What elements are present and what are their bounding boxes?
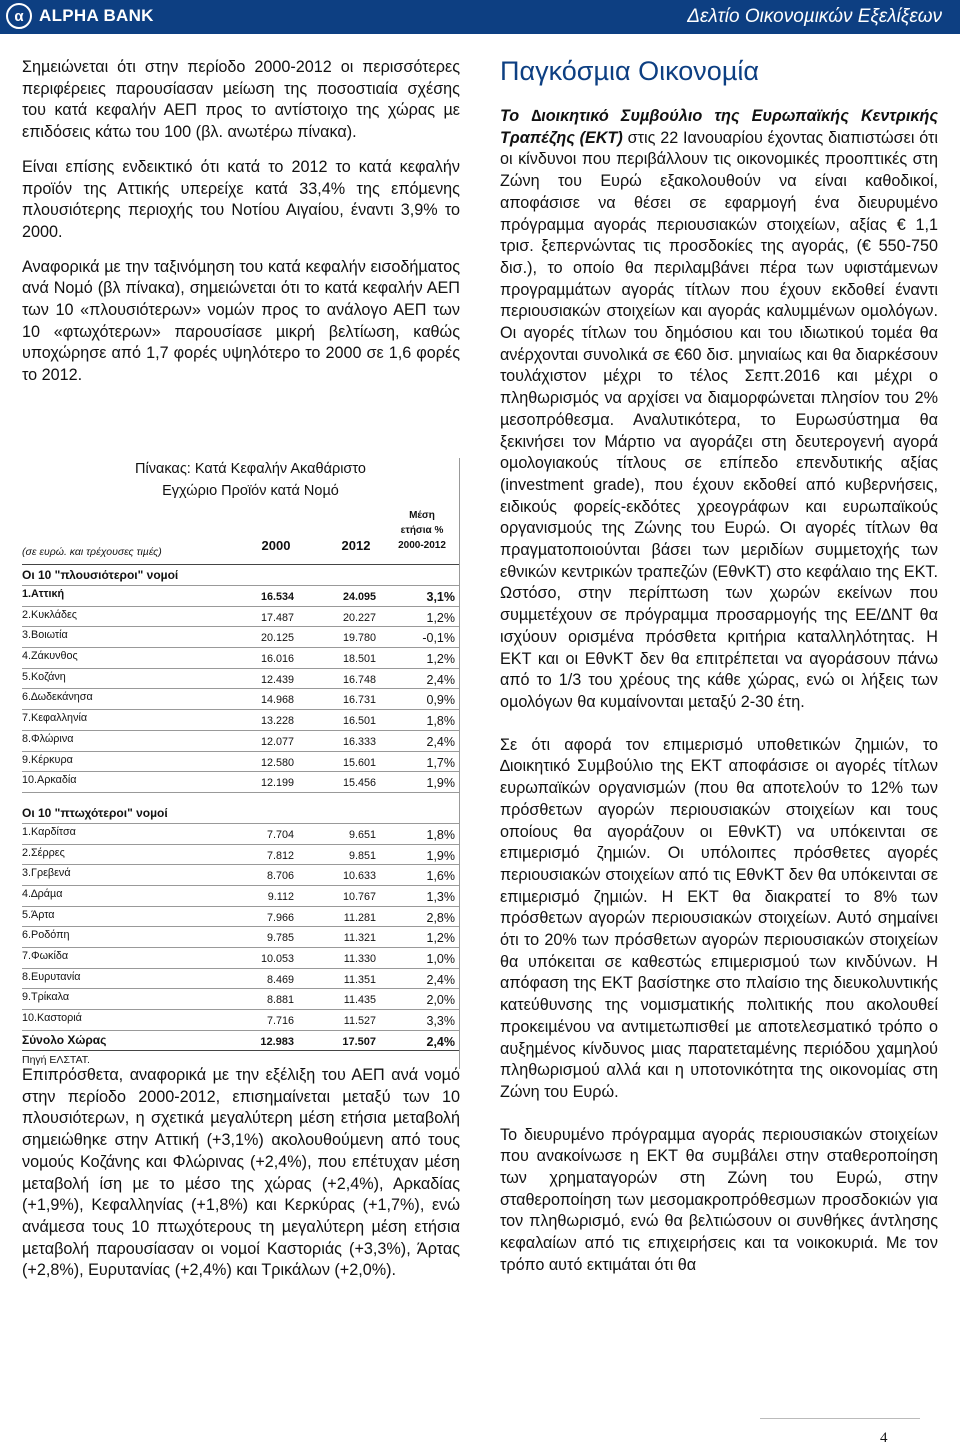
average-change: 1,9% — [426, 848, 455, 863]
value-2012: 15.601 — [342, 756, 376, 769]
value-2012: 19.780 — [342, 632, 376, 645]
table-header — [22, 502, 459, 565]
left-column — [22, 57, 460, 400]
average-change: 2,8% — [426, 910, 455, 925]
table-row — [22, 948, 459, 969]
average-change: 1,7% — [426, 755, 455, 770]
value-2000: 8.469 — [266, 973, 294, 986]
prefecture-name: 2.Σέρρες — [22, 846, 65, 859]
value-2000: 12.199 — [260, 777, 294, 790]
right-paragraph-1-body: στις 22 Ιανουαρίου έχοντας διαπιστώσει ότι οι κίνδυνοι που περιβάλλουν τις οικονοµικές προοπτικές στη Ζώνη του Ευρώ εξακολουθούν να είναι καθοδικοί, αποφάσισε να θέσει σε εφαρµογή ένα διευρυµένο πρόγραµµα αγοράς περιουσιακών στοιχείων, αξίας € 1,1 τρισ. ξεπερνώντας τις προσδοκίες της αγοράς, (€ 550-750 δισ.), το οποίο θα περιλαµβάνει πέρα των υφιστάµενων προγραµµάτων αγοράς τίτλων που έχουν εκδοθεί έναντι περιουσιακών στοιχείων και αγοράς καλυµµένων οµολόγων. Οι αγορές τίτλων του δηµόσιου και του ιδιωτικού τοµέα θα ανέρχονται συνολικά σε €60 δισ. µηνιαίως και θα διαρκέσουν τουλάχιστον µέχρι το τέλος Σεπτ.2016 και µέχρι ο πληθωρισµός να αρχίσει να διαµορφώνεται πλησίον του 2% µεσοπρόθεσµα. Αναλυτικότερα, το Ευρωσύστηµα θα ξεκινήσει τον Μάρτιο να αγοράζει στη δευτερογενή αγορά οµολογιακούς τίτλους σε επίπεδο επενδυτικής αξίας (investment grade), που έχουν εκδοθεί από κυβερνήσεις, ειδικούς φορείς-εκδότες χρεογράφων και ευρωπαϊκούς οργανισµούς της Ζώνης του Ευρώ. Οι αγορές τίτλων θα πραγµατοποιούνται βάσει των µεριδίων συµµετοχής των εθνικών κεντρικών τραπεζών (ΕθνΚΤ) στο κεφάλαιο της ΕΚΤ. Ωστόσο, στην περίπτωση των χωρών εκείνων που συµµετέχουν σε πρόγραµµα προσαρµογής της ΕΕ/∆ΝΤ θα ισχύουν ορισµένα πρόσθετα κριτήρια καταλληλότητας. Η ΕΚΤ και οι ΕθνΚΤ δεν θα επιτρέπεται να αγοράσουν πάνω από το 1/3 του χρέους της κάθε χώρας, ενώ οι λήξεις των οµολόγων θα κυµαίνονται µεταξύ 2-30 έτη. — [500, 128, 939, 711]
prefecture-name: 2.Κυκλάδες — [22, 608, 78, 621]
right-column — [500, 106, 938, 1298]
average-change: 1,8% — [426, 827, 455, 842]
prefecture-name: 4.Ζάκυνθος — [22, 650, 78, 663]
value-2000: 8.881 — [266, 994, 294, 1007]
right-paragraph-3: Το διευρυµένο πρόγραµµα αγοράς περιουσιακών στοιχείων που ανακοίνωσε η ΕΚΤ θα συµβάλει στην σταθεροποίηση των χρηµαταγορών στη Ζώνη του Ευρώ, στην σταθεροποίηση των µεσοµακροπρόθεσµων προσδοκιών για τον πληθωρισµό, ενώ θα βελτιώσουν οι συνθήκες άντλησης κεφαλαίων από τις επιχειρήσεις και τα νοικοκυριά. Με τον τρόπο αυτό εκτιµάται ότι θα — [500, 1125, 938, 1274]
table-row — [22, 627, 459, 648]
value-2012: 10.633 — [342, 870, 376, 883]
prefecture-name: 6.∆ωδεκάνησα — [22, 691, 93, 704]
table-row — [22, 669, 459, 690]
table-source: Πηγή ΕΛΣΤΑΤ. — [22, 1054, 90, 1067]
total-2000: 12.983 — [260, 1035, 294, 1048]
average-change: 1,2% — [426, 652, 455, 667]
avg-header-line-3: 2000-2012 — [398, 540, 446, 551]
average-change: 2,4% — [426, 734, 455, 749]
prefecture-name: 6.Ροδόπη — [22, 929, 70, 942]
prefecture-name: 8.Ευρυτανία — [22, 970, 81, 983]
poorest-rows — [22, 824, 459, 1031]
value-2012: 18.501 — [342, 653, 376, 666]
table-row — [22, 689, 459, 710]
table-units: (σε ευρώ. και τρέχουσες τιµές) — [22, 546, 162, 558]
gdp-per-capita-table — [22, 458, 460, 1069]
value-2000: 9.112 — [267, 890, 294, 903]
left-column-lower — [22, 1065, 460, 1295]
average-change: 1,6% — [426, 869, 455, 884]
value-2012: 9.851 — [348, 849, 376, 862]
prefecture-name: 9.Κέρκυρα — [22, 753, 73, 766]
value-2000: 12.077 — [260, 735, 294, 748]
table-row — [22, 648, 459, 669]
group-header-poorest: Οι 10 "πτωχότεροι" νοµοί — [22, 803, 459, 824]
average-change: 1,9% — [426, 776, 455, 791]
page-number: 4 — [880, 1430, 888, 1446]
average-change: 1,2% — [426, 931, 455, 946]
table-row — [22, 772, 459, 793]
table-title-line-2: Εγχώριο Προϊόν κατά Νοµό — [162, 483, 339, 499]
column-header-average — [387, 508, 457, 553]
total-average: 2,4% — [426, 1034, 455, 1049]
column-header-2012: 2012 — [341, 538, 371, 553]
page-header — [0, 0, 960, 34]
value-2012: 20.227 — [342, 611, 376, 624]
value-2012: 16.731 — [342, 694, 376, 707]
table-row — [22, 586, 459, 607]
average-change: 3,1% — [426, 590, 455, 604]
alpha-logo-icon: α — [6, 3, 32, 29]
value-2000: 10.053 — [260, 953, 294, 965]
prefecture-name: 3.Βοιωτία — [22, 629, 68, 642]
average-change: 1,0% — [426, 952, 455, 966]
value-2012: 11.527 — [343, 1015, 376, 1028]
bulletin-title: Δελτίο Οικονοµικών Εξελίξεων — [687, 6, 942, 27]
table-row — [22, 886, 459, 907]
prefecture-name: 3.Γρεβενά — [22, 867, 71, 880]
prefecture-name: 4.∆ράµα — [22, 887, 63, 900]
prefecture-name: 1.Αττική — [22, 588, 65, 600]
average-change: 1,3% — [426, 889, 455, 904]
table-row — [22, 731, 459, 752]
value-2000: 16.534 — [260, 591, 294, 603]
average-change: 0,9% — [426, 693, 455, 708]
value-2012: 11.435 — [343, 994, 376, 1007]
average-change: 3,3% — [426, 1014, 455, 1029]
table-title — [22, 458, 459, 502]
table-row — [22, 927, 459, 948]
value-2012: 11.351 — [343, 973, 376, 986]
right-paragraph-1 — [500, 106, 938, 714]
total-2012: 17.507 — [342, 1035, 376, 1048]
logo-text: ALPHA BANK — [39, 6, 154, 25]
prefecture-name: 5.Κοζάνη — [22, 670, 66, 683]
left-paragraph-4: Επιπρόσθετα, αναφορικά µε την εξέλιξη του ΑΕΠ ανά νοµό στην περίοδο 2000-2012, επισηµαίνεται µεταξύ των 10 πλουσιότερων, η σχετικά µεγαλύτερη µέση ετήσια µεταβολή σηµειώθηκε στην Αττική (+3,1%) ακολουθούµενη από τους νοµούς Κοζάνης και Φλώρινας (+2,4%), που επέτυχαν µέση µεταβολή ίση µε το µέσο της χώρας (+2,4%), Αρκαδίας (+1,9%), Κεφαλληνίας (+1,8%) και Κερκύρας (+1,7%), ενώ ανάµεσα τους 10 πτωχότερους τη µεγαλύτερη µέση ετήσια µεταβολή παρουσίασαν οι νοµοί Καστοριάς (+3,3%), Άρτας (+2,8%), Ευρυτανίας (+2,4%) και Τρικάλων (+2,0%). — [22, 1066, 460, 1280]
value-2000: 7.716 — [266, 1015, 294, 1028]
value-2012: 11.281 — [343, 911, 376, 924]
prefecture-name: 10.Καστοριά — [22, 1012, 82, 1025]
value-2000: 7.966 — [266, 911, 294, 924]
value-2000: 9.785 — [266, 932, 294, 945]
table-row — [22, 824, 459, 845]
value-2000: 13.228 — [260, 715, 294, 728]
value-2012: 16.333 — [342, 735, 376, 748]
group-header-richest: Οι 10 "πλουσιότεροι" νοµοί — [22, 565, 459, 586]
total-row — [22, 1031, 459, 1052]
prefecture-name: 7.Φωκίδα — [22, 950, 69, 962]
alpha-bank-logo — [6, 3, 154, 29]
prefecture-name: 9.Τρίκαλα — [22, 991, 70, 1004]
table-row — [22, 1010, 459, 1031]
value-2012: 10.767 — [342, 890, 376, 903]
table-title-line-1: Πίνακας: Κατά Κεφαλήν Ακαθάριστο — [135, 461, 366, 477]
value-2000: 16.016 — [260, 653, 294, 666]
average-change: 1,2% — [426, 610, 455, 625]
value-2000: 17.487 — [260, 611, 294, 624]
prefecture-name: 8.Φλώρινα — [22, 732, 74, 745]
prefecture-name: 7.Κεφαλληνία — [22, 712, 88, 725]
value-2000: 20.125 — [260, 632, 294, 645]
richest-rows — [22, 586, 459, 793]
value-2000: 12.580 — [260, 756, 294, 769]
value-2012: 11.330 — [343, 953, 376, 965]
value-2000: 12.439 — [260, 673, 294, 686]
table-row — [22, 969, 459, 990]
left-paragraph-2: Είναι επίσης ενδεικτικό ότι κατά το 2012 το κατά κεφαλήν προϊόν της Αττικής υπερείχε κατά 33,4% της επόµενης πλουσιότερης περιοχής του Νοτίου Αιγαίου, έναντι 3,9% το 2000. — [22, 157, 460, 241]
table-row — [22, 989, 459, 1010]
column-header-2000: 2000 — [261, 538, 291, 553]
value-2000: 14.968 — [260, 694, 294, 707]
prefecture-name: 1.Καρδίτσα — [22, 825, 76, 838]
prefecture-name: 5.Άρτα — [22, 908, 55, 921]
right-paragraph-2: Σε ότι αφορά τον επιµερισµό υποθετικών ζηµιών, το ∆ιοικητικό Συµβούλιο της ΕΚΤ αποφάσισε οι αγορές τίτλων ευρωπαϊκών οργανισµών (που θα αποτελούν το 12% των πρόσθετων αγορών περιουσιακών στοιχείων και τους οποίους θα αγοράζουν οι ΕθνΚΤ) να υπόκεινται σε επιµερισµό ζηµιών. Οι υπόλοιπες πρόσθετες αγορές περιουσιακών στοιχείων από τις ΕθνΚΤ δεν θα υπόκεινται σε επιµερισµό ζηµιών. Η ΕΚΤ θα διακρατεί το 8% των πρόσθετων αγορών περιουσιακών στοιχείων. Αυτό σηµαίνει ότι το 20% των πρόσθετων αγορών περιουσιακών στοιχείων θα υπόκειται σε καθεστώς επιµερισµού των κινδύνων. Η απόφαση της ΕΚΤ βασίστηκε στο πλαίσιο της διευκολυντικής κατεύθυνσης της νοµισµατικής πολιτικής που ακολουθεί προκειµένου να αντιµετωπισθεί µε αποτελεσµατικό τρόπο ο αυξηµένος κίνδυνος µιας παρατεταµένης περιόδου χαµηλού πληθωρισµού αλλά και η υποτονικότητα της οικονοµίας στη Ζώνη του Ευρώ. — [500, 735, 938, 1101]
table-row — [22, 865, 459, 886]
table-row — [22, 752, 459, 773]
table-row — [22, 845, 459, 866]
value-2012: 24.095 — [342, 591, 376, 603]
footer-divider — [760, 1418, 920, 1419]
average-change: 2,0% — [426, 993, 455, 1008]
avg-header-line-1: Μέση — [409, 510, 435, 521]
average-change: -0,1% — [422, 631, 455, 646]
value-2000: 7.812 — [266, 849, 294, 862]
left-paragraph-1: Σηµειώνεται ότι στην περίοδο 2000-2012 οι περισσότερες περιφέρειες παρουσίασαν µείωση της ποσοστιαία σχέσης του κατά κεφαλήν ΑΕΠ προς το αντίστοιχο της χώρας µε επιδόσεις κάτω του 100 (βλ. ανωτέρω πίνακα). — [22, 58, 460, 142]
ecb-board-highlight: Το ∆ιοικητικό Συµβούλιο της Ευρωπαϊκής Κεντρικής Τραπέζης (ΕΚΤ) — [500, 107, 938, 147]
table-row — [22, 607, 459, 628]
table-row — [22, 907, 459, 928]
value-2000: 8.706 — [266, 870, 294, 883]
value-2012: 15.456 — [342, 777, 376, 790]
value-2012: 16.501 — [342, 715, 376, 728]
value-2012: 11.321 — [343, 932, 376, 945]
total-name: Σύνολο Χώρας — [22, 1032, 107, 1047]
value-2012: 16.748 — [342, 673, 376, 686]
value-2000: 7.704 — [266, 828, 294, 841]
prefecture-name: 10.Αρκαδία — [22, 774, 77, 787]
left-paragraph-3: Αναφορικά µε την ταξινόµηση του κατά κεφαλήν εισοδήµατος ανά Νοµό (βλ πίνακα), σηµειώνεται ότι το κατά κεφαλήν ΑΕΠ των 10 «πλουσιότερων» νοµών προς το ανάλογο ΑΕΠ των 10 «φτωχότερων» παρουσίασε µικρή βελτίωση, καθώς υποχώρησε από 1,7 φορές υψηλότερο το 2000 σε 1,6 φορές το 2012. — [22, 257, 460, 385]
table-row — [22, 710, 459, 731]
avg-header-line-2: ετήσια % — [400, 525, 444, 536]
average-change: 2,4% — [426, 672, 455, 687]
section-title: Παγκόσµια Οικονοµία — [500, 56, 759, 86]
value-2012: 9.651 — [348, 828, 376, 841]
average-change: 2,4% — [426, 972, 455, 987]
average-change: 1,8% — [426, 714, 455, 729]
